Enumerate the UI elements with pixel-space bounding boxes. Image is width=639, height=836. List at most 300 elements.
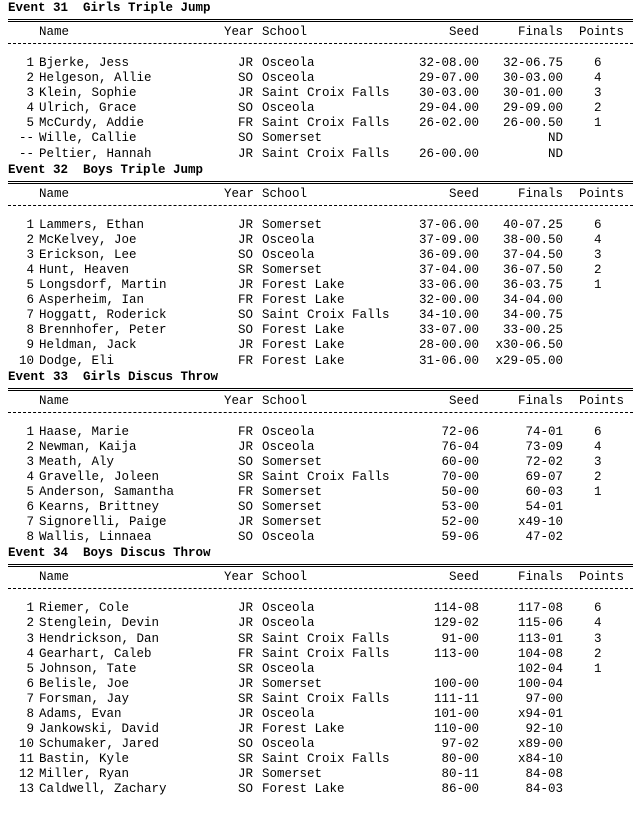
result-year: JR [238, 217, 254, 232]
result-school: Saint Croix Falls [262, 752, 390, 767]
result-finals: 104-08 [517, 646, 563, 661]
result-row [8, 248, 633, 263]
result-points: 3 [594, 454, 602, 469]
column-header-seed: Seed [448, 570, 479, 585]
result-place: 11 [18, 752, 34, 767]
result-row [8, 470, 633, 485]
result-row [8, 530, 633, 545]
result-seed: 28-00.00 [418, 338, 479, 353]
result-name: Wille, Callie [39, 131, 137, 146]
result-row [8, 218, 633, 233]
result-school: Saint Croix Falls [262, 116, 390, 131]
event-title: Event 34 Boys Discus Throw [8, 546, 211, 561]
result-seed: 29-07.00 [418, 71, 479, 86]
result-place: 13 [18, 782, 34, 797]
result-finals: 33-00.25 [502, 323, 563, 338]
result-row [8, 323, 633, 338]
result-name: Heldman, Jack [39, 338, 137, 353]
result-row [8, 354, 633, 369]
result-name: Caldwell, Zachary [39, 782, 167, 797]
result-year: FR [238, 353, 254, 368]
result-seed: 86-00 [441, 782, 479, 797]
result-seed: 100-00 [433, 676, 479, 691]
result-points: 1 [594, 116, 602, 131]
result-place: 10 [18, 737, 34, 752]
result-row [8, 647, 633, 662]
result-row [8, 147, 633, 162]
result-school: Osceola [262, 101, 315, 116]
column-header-name: Name [39, 186, 70, 201]
result-row [8, 632, 633, 647]
result-row [8, 116, 633, 131]
result-year: JR [238, 278, 254, 293]
result-name: Lammers, Ethan [39, 217, 145, 232]
column-header-year: Year [224, 186, 255, 201]
column-header-name: Name [39, 570, 70, 585]
result-place: 8 [26, 530, 34, 545]
result-year: JR [238, 439, 254, 454]
column-header-finals: Finals [517, 186, 563, 201]
result-place: -- [18, 146, 34, 161]
result-seed: 33-07.00 [418, 323, 479, 338]
result-year: SO [238, 323, 254, 338]
result-name: Erickson, Lee [39, 247, 137, 262]
result-seed: 32-00.00 [418, 293, 479, 308]
result-year: SO [238, 71, 254, 86]
result-seed: 52-00 [441, 515, 479, 530]
result-finals: 84-08 [525, 767, 563, 782]
result-year: JR [238, 707, 254, 721]
row-spacer [8, 47, 633, 56]
result-row [8, 308, 633, 323]
result-name: Kearns, Brittney [39, 500, 160, 515]
result-finals: x30-06.50 [495, 338, 563, 353]
result-seed: 37-06.00 [418, 217, 479, 232]
result-seed: 101-00 [433, 707, 479, 721]
result-school: Osceola [262, 56, 315, 70]
result-seed: 91-00 [441, 631, 479, 646]
result-place: 1 [26, 424, 34, 439]
result-place: 2 [26, 232, 34, 247]
result-name: Asperheim, Ian [39, 293, 145, 308]
result-year: SO [238, 530, 254, 545]
column-header-seed: Seed [448, 25, 479, 39]
result-finals: ND [547, 146, 563, 161]
result-year: JR [238, 515, 254, 530]
result-name: Meath, Aly [39, 454, 115, 469]
result-name: McKelvey, Joe [39, 232, 137, 247]
result-place: 7 [26, 515, 34, 530]
result-year: SO [238, 454, 254, 469]
result-name: Helgeson, Allie [39, 71, 152, 86]
result-seed: 70-00 [441, 469, 479, 484]
result-seed: 26-00.00 [418, 146, 479, 161]
result-place: 7 [26, 691, 34, 706]
result-finals: 47-02 [525, 530, 563, 545]
result-name: Bastin, Kyle [39, 752, 130, 767]
result-finals: 36-03.75 [502, 278, 563, 293]
result-seed: 80-11 [441, 767, 479, 782]
result-year: JR [238, 146, 254, 161]
result-name: Schumaker, Jared [39, 737, 160, 752]
result-name: Hendrickson, Dan [39, 631, 160, 646]
result-place: 5 [26, 116, 34, 131]
result-school: Saint Croix Falls [262, 631, 390, 646]
result-place: 5 [26, 278, 34, 293]
result-year: SR [238, 469, 254, 484]
result-school: Somerset [262, 484, 323, 499]
result-points: 1 [594, 661, 602, 676]
result-points: 3 [594, 86, 602, 101]
result-name: Peltier, Hannah [39, 146, 152, 161]
result-place: 2 [26, 616, 34, 631]
event-title: Event 33 Girls Discus Throw [8, 369, 219, 384]
result-year: JR [238, 616, 254, 631]
result-year: FR [238, 646, 254, 661]
result-place: 5 [26, 661, 34, 676]
row-spacer [8, 416, 633, 425]
result-row [8, 86, 633, 101]
result-seed: 29-04.00 [418, 101, 479, 116]
result-name: Hunt, Heaven [39, 262, 130, 277]
result-year: FR [238, 424, 254, 439]
result-place: 12 [18, 767, 34, 782]
column-header-row [8, 393, 633, 409]
result-name: Haase, Marie [39, 424, 130, 439]
result-school: Osceola [262, 424, 315, 439]
result-name: Riemer, Cole [39, 601, 130, 616]
result-school: Osceola [262, 707, 315, 721]
result-finals: 40-07.25 [502, 217, 563, 232]
result-year: FR [238, 484, 254, 499]
result-finals: 92-10 [525, 722, 563, 737]
result-name: McCurdy, Addie [39, 116, 145, 131]
result-place: 6 [26, 676, 34, 691]
result-school: Forest Lake [262, 782, 345, 797]
result-year: SR [238, 752, 254, 767]
result-school: Somerset [262, 500, 323, 515]
result-finals: 36-07.50 [502, 262, 563, 277]
result-points: 2 [594, 469, 602, 484]
result-place: 4 [26, 101, 34, 116]
result-school: Somerset [262, 767, 323, 782]
result-row [8, 601, 633, 616]
result-year: SO [238, 500, 254, 515]
result-finals: 30-01.00 [502, 86, 563, 101]
result-points: 4 [594, 616, 602, 631]
result-finals: 54-01 [525, 500, 563, 515]
result-seed: 32-08.00 [418, 56, 479, 70]
result-seed: 110-00 [433, 722, 479, 737]
result-points: 4 [594, 439, 602, 454]
event-section [8, 162, 633, 369]
result-points: 1 [594, 278, 602, 293]
result-year: SO [238, 247, 254, 262]
result-place: 9 [26, 722, 34, 737]
result-seed: 26-02.00 [418, 116, 479, 131]
result-school: Somerset [262, 217, 323, 232]
result-points: 6 [594, 601, 602, 616]
result-name: Jankowski, David [39, 722, 160, 737]
result-finals: 115-06 [517, 616, 563, 631]
result-name: Newman, Kaija [39, 439, 137, 454]
column-header-row [8, 186, 633, 202]
result-row [8, 737, 633, 752]
column-header-finals: Finals [517, 25, 563, 39]
result-year: SO [238, 308, 254, 323]
result-place: 3 [26, 86, 34, 101]
result-name: Belisle, Joe [39, 676, 130, 691]
result-place: 3 [26, 454, 34, 469]
dashed-rule [8, 409, 633, 416]
column-header-row [8, 569, 633, 585]
result-finals: 32-06.75 [502, 56, 563, 70]
result-place: 3 [26, 631, 34, 646]
result-row [8, 440, 633, 455]
result-finals: 29-09.00 [502, 101, 563, 116]
result-row [8, 263, 633, 278]
result-points: 6 [594, 424, 602, 439]
result-place: 2 [26, 71, 34, 86]
result-name: Signorelli, Paige [39, 515, 167, 530]
column-header-row [8, 24, 633, 40]
result-finals: x29-05.00 [495, 353, 563, 368]
result-school: Osceola [262, 71, 315, 86]
result-name: Klein, Sophie [39, 86, 137, 101]
result-finals: 72-02 [525, 454, 563, 469]
result-name: Forsman, Jay [39, 691, 130, 706]
event-section [8, 545, 633, 797]
result-school: Osceola [262, 661, 315, 676]
result-seed: 60-00 [441, 454, 479, 469]
result-row [8, 278, 633, 293]
column-header-year: Year [224, 25, 255, 39]
result-finals: x89-00 [517, 737, 563, 752]
event-section [8, 369, 633, 546]
column-header-points: Points [579, 186, 625, 201]
result-finals: x49-10 [517, 515, 563, 530]
result-seed: 53-00 [441, 500, 479, 515]
result-name: Stenglein, Devin [39, 616, 160, 631]
result-place: 1 [26, 56, 34, 70]
result-finals: x94-01 [517, 707, 563, 721]
result-school: Somerset [262, 676, 323, 691]
result-row [8, 722, 633, 737]
result-year: SR [238, 691, 254, 706]
result-place: 5 [26, 484, 34, 499]
result-points: 4 [594, 232, 602, 247]
result-row [8, 752, 633, 767]
result-row [8, 101, 633, 116]
result-row [8, 56, 633, 71]
column-header-seed: Seed [448, 186, 479, 201]
result-finals: 30-03.00 [502, 71, 563, 86]
result-row [8, 767, 633, 782]
result-seed: 76-04 [441, 439, 479, 454]
column-header-points: Points [579, 25, 625, 39]
result-finals: 97-00 [525, 691, 563, 706]
result-name: Wallis, Linnaea [39, 530, 152, 545]
result-row [8, 455, 633, 470]
result-place: 9 [26, 338, 34, 353]
result-year: SO [238, 131, 254, 146]
result-name: Ulrich, Grace [39, 101, 137, 116]
column-header-year: Year [224, 570, 255, 585]
result-place: 3 [26, 247, 34, 262]
result-finals: 102-04 [517, 661, 563, 676]
result-row [8, 485, 633, 500]
result-points: 2 [594, 101, 602, 116]
result-year: SO [238, 101, 254, 116]
result-seed: 31-06.00 [418, 353, 479, 368]
result-seed: 113-00 [433, 646, 479, 661]
result-finals: 74-01 [525, 424, 563, 439]
result-place: 10 [18, 353, 34, 368]
column-header-finals: Finals [517, 570, 563, 585]
result-finals: 113-01 [517, 631, 563, 646]
result-finals: 84-03 [525, 782, 563, 797]
column-header-school: School [262, 186, 308, 201]
result-year: JR [238, 767, 254, 782]
result-place: 6 [26, 500, 34, 515]
result-finals: 73-09 [525, 439, 563, 454]
result-year: JR [238, 86, 254, 101]
event-title: Event 31 Girls Triple Jump [8, 1, 211, 15]
dashed-rule [8, 202, 633, 209]
result-seed: 30-03.00 [418, 86, 479, 101]
result-place: 4 [26, 262, 34, 277]
result-year: JR [238, 722, 254, 737]
result-school: Forest Lake [262, 722, 345, 737]
result-finals: 34-04.00 [502, 293, 563, 308]
event-section [8, 0, 633, 162]
result-school: Somerset [262, 515, 323, 530]
result-place: 8 [26, 707, 34, 721]
double-rule [8, 562, 633, 569]
result-row [8, 616, 633, 631]
result-year: JR [238, 601, 254, 616]
result-school: Osceola [262, 737, 315, 752]
event-title: Event 32 Boys Triple Jump [8, 162, 204, 177]
result-finals: x84-10 [517, 752, 563, 767]
result-school: Forest Lake [262, 353, 345, 368]
result-seed: 50-00 [441, 484, 479, 499]
result-year: JR [238, 338, 254, 353]
result-school: Forest Lake [262, 323, 345, 338]
column-header-name: Name [39, 25, 70, 39]
result-school: Forest Lake [262, 338, 345, 353]
result-place: 7 [26, 308, 34, 323]
result-row [8, 692, 633, 707]
result-seed: 114-08 [433, 601, 479, 616]
result-points: 6 [594, 56, 602, 70]
result-school: Saint Croix Falls [262, 86, 390, 101]
result-name: Longsdorf, Martin [39, 278, 167, 293]
dashed-rule [8, 40, 633, 47]
result-school: Osceola [262, 247, 315, 262]
result-year: JR [238, 232, 254, 247]
result-row [8, 662, 633, 677]
result-year: FR [238, 293, 254, 308]
result-finals: 26-00.50 [502, 116, 563, 131]
result-finals: 69-07 [525, 469, 563, 484]
result-row [8, 782, 633, 797]
result-points: 3 [594, 631, 602, 646]
result-place: 2 [26, 439, 34, 454]
result-place: 4 [26, 646, 34, 661]
result-school: Osceola [262, 616, 315, 631]
result-points: 2 [594, 262, 602, 277]
result-row [8, 707, 633, 722]
result-name: Adams, Evan [39, 707, 122, 721]
result-seed: 129-02 [433, 616, 479, 631]
result-year: JR [238, 56, 254, 70]
result-school: Forest Lake [262, 293, 345, 308]
result-name: Dodge, Eli [39, 353, 115, 368]
column-header-school: School [262, 393, 308, 408]
dashed-rule [8, 585, 633, 592]
row-spacer [8, 592, 633, 601]
result-year: SR [238, 631, 254, 646]
result-place: 8 [26, 323, 34, 338]
result-points: 3 [594, 247, 602, 262]
result-place: 1 [26, 601, 34, 616]
result-year: FR [238, 116, 254, 131]
result-points: 4 [594, 71, 602, 86]
result-seed: 59-06 [441, 530, 479, 545]
column-header-seed: Seed [448, 393, 479, 408]
result-row [8, 515, 633, 530]
result-name: Gearhart, Caleb [39, 646, 152, 661]
result-school: Somerset [262, 131, 323, 146]
result-seed: 80-00 [441, 752, 479, 767]
result-points: 6 [594, 217, 602, 232]
column-header-name: Name [39, 393, 70, 408]
result-points: 2 [594, 646, 602, 661]
result-name: Anderson, Samantha [39, 484, 175, 499]
result-school: Saint Croix Falls [262, 691, 390, 706]
result-row [8, 233, 633, 248]
result-finals: 34-00.75 [502, 308, 563, 323]
result-year: SR [238, 262, 254, 277]
result-school: Somerset [262, 454, 323, 469]
double-rule [8, 386, 633, 393]
result-finals: 100-04 [517, 676, 563, 691]
result-school: Osceola [262, 439, 315, 454]
result-points: 1 [594, 484, 602, 499]
result-place: 4 [26, 469, 34, 484]
result-seed: 97-02 [441, 737, 479, 752]
result-school: Osceola [262, 232, 315, 247]
column-header-points: Points [579, 393, 625, 408]
result-name: Miller, Ryan [39, 767, 130, 782]
column-header-finals: Finals [517, 393, 563, 408]
column-header-points: Points [579, 570, 625, 585]
result-school: Osceola [262, 601, 315, 616]
result-seed: 72-06 [441, 424, 479, 439]
result-school: Saint Croix Falls [262, 146, 390, 161]
result-name: Hoggatt, Roderick [39, 308, 167, 323]
double-rule [8, 17, 633, 24]
result-school: Saint Croix Falls [262, 469, 390, 484]
double-rule [8, 179, 633, 186]
result-row [8, 677, 633, 692]
result-row [8, 71, 633, 86]
result-row [8, 425, 633, 440]
result-school: Saint Croix Falls [262, 646, 390, 661]
result-row [8, 293, 633, 308]
result-place: 1 [26, 217, 34, 232]
